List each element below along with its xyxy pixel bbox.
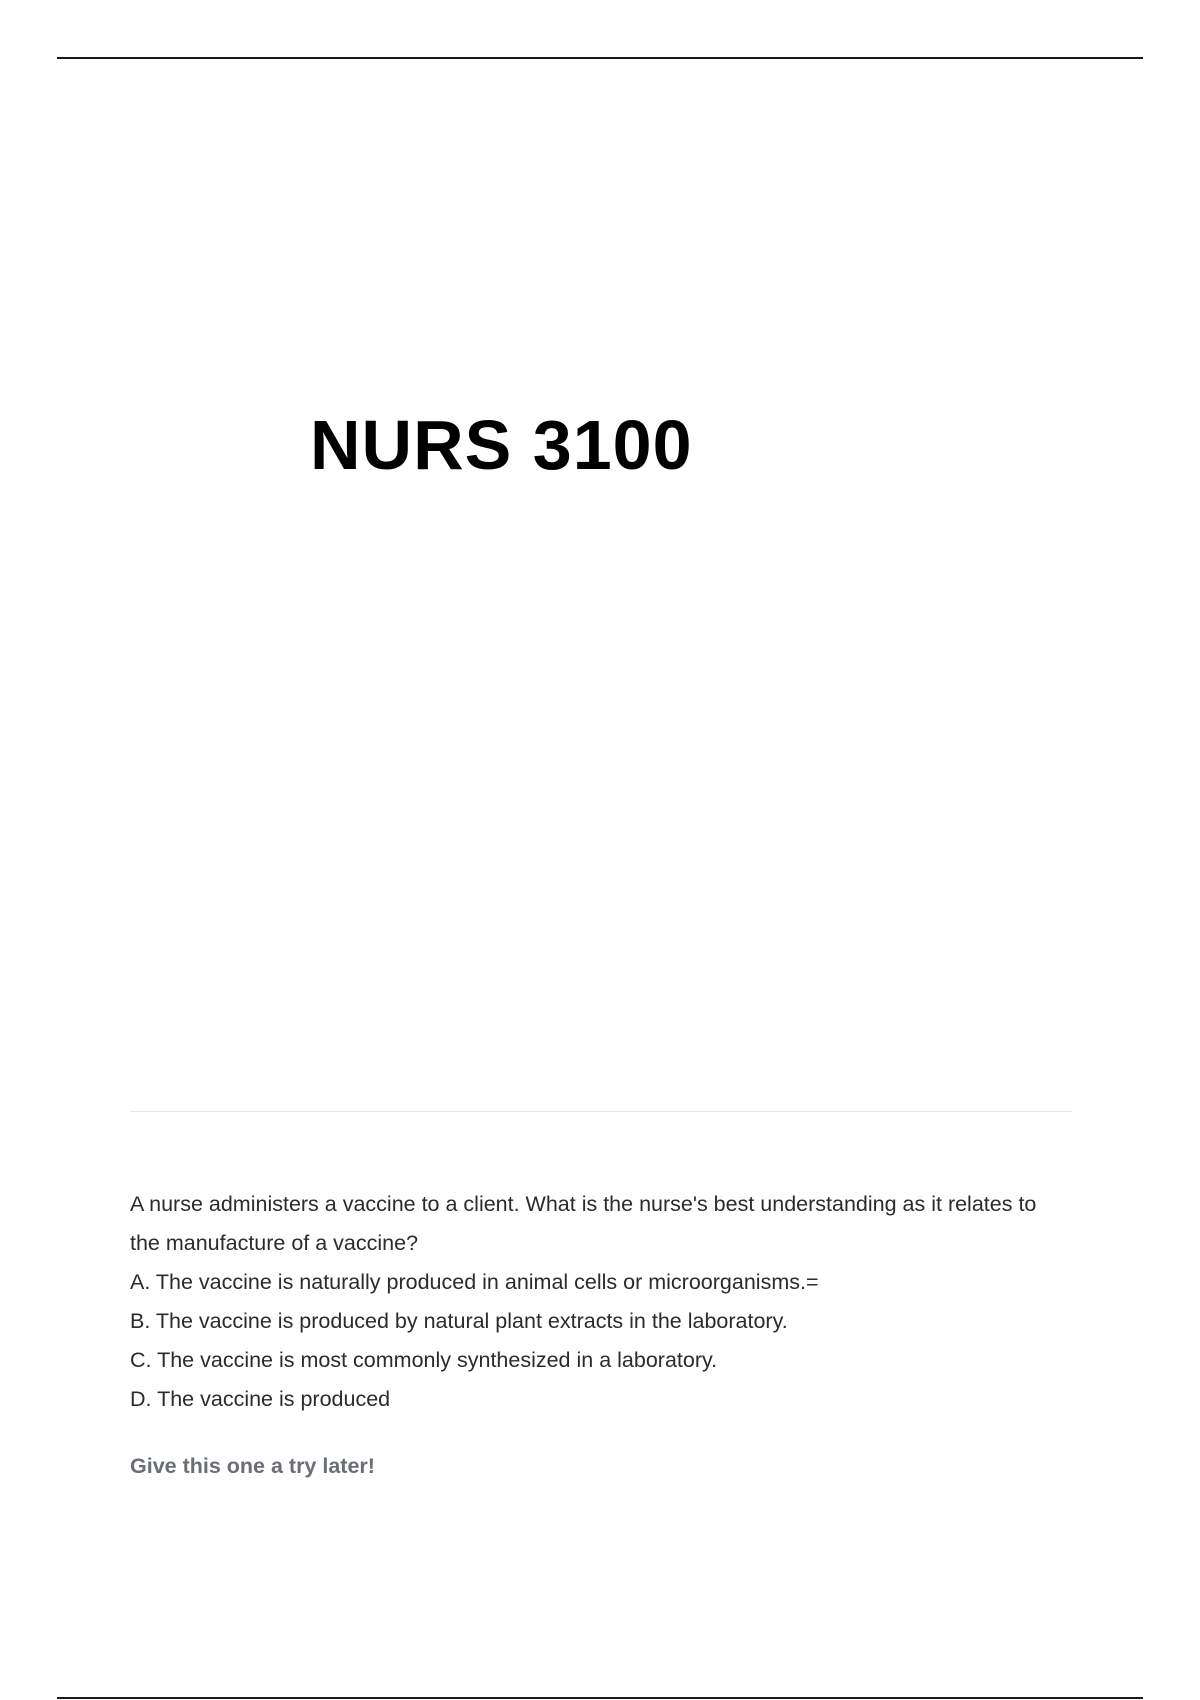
flashcard [130,1185,1070,1479]
page-bottom-rule [57,1697,1143,1699]
page-top-rule [57,57,1143,59]
answer-option-a: A. The vaccine is naturally produced in animal cells or microorganisms.= [130,1270,819,1294]
answer-option-c: C. The vaccine is most commonly synthesized in a laboratory. [130,1348,718,1372]
try-later-link[interactable]: Give this one a try later! [130,1454,375,1478]
answer-option-b: B. The vaccine is produced by natural plant extracts in the laboratory. [130,1309,788,1333]
course-title: NURS 3100 [310,406,693,484]
answer-option-d: D. The vaccine is produced [130,1387,391,1411]
answer-options-list [130,1263,1070,1419]
question-text: A nurse administers a vaccine to a client. What is the nurse's best understanding as it relates to the manufacture of a vaccine? [130,1192,1037,1255]
section-divider [130,1111,1072,1112]
